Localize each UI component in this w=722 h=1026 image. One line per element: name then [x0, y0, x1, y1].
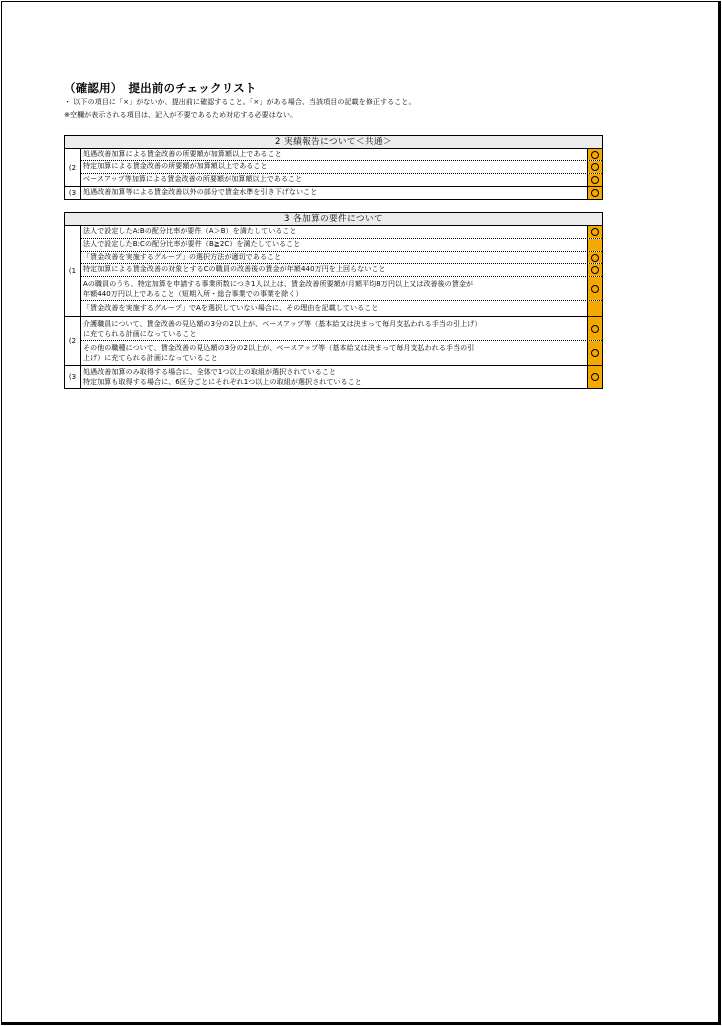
ok-circle-icon — [591, 325, 599, 333]
group-number: (1 — [65, 226, 81, 316]
check-item — [81, 239, 602, 252]
check-item-text: 「賃金改善を実施するグループ」でAを選択していない場合に、その理由を記載していること — [83, 304, 379, 312]
check-group — [65, 149, 602, 187]
check-mark-cell — [587, 187, 602, 199]
ok-circle-icon — [591, 349, 599, 357]
section-heading: 3 各加算の要件について — [65, 213, 602, 226]
instruction-note: ・ 以下の項目に「×」がないか、提出前に確認すること。「×」がある場合、当該項目の記載を修正すること。 — [64, 98, 416, 106]
check-item-text: その他の職種について、賃金改善の見込額の3分の2以上が、ベースアップ等（基本給又は決まって毎月支払われる手当の引 — [83, 344, 475, 352]
check-item — [81, 226, 602, 239]
check-mark-cell-blank — [587, 301, 602, 316]
check-item-text: 法人で設定したA:Bの配分比率が要件（A＞B）を満たしていること — [83, 227, 297, 235]
check-mark-cell — [587, 252, 602, 263]
check-item — [81, 252, 602, 264]
check-item-text: 処遇改善加算による賃金改善の所要額が加算額以上であること — [83, 150, 282, 158]
check-mark-cell — [587, 149, 602, 160]
check-item-text: 特定加算による賃金改善の所要額が加算額以上であること — [83, 162, 268, 170]
check-item-text: 処遇改善加算のみ取得する場合に、全体で1つ以上の取組が選択されていること — [83, 368, 337, 376]
check-item-text: ベースアップ等加算による賃金改善の所要額が加算額以上であること — [83, 175, 303, 183]
section-report-common — [64, 135, 603, 200]
group-number: (3 — [65, 187, 81, 199]
check-mark-cell — [587, 264, 602, 276]
check-item — [81, 341, 602, 365]
check-mark-cell — [587, 161, 602, 173]
check-group — [65, 187, 602, 199]
ok-circle-icon — [591, 266, 599, 274]
check-item — [81, 301, 602, 316]
ok-circle-icon — [591, 373, 599, 381]
ok-circle-icon — [591, 254, 599, 262]
page-title: （確認用） 提出前のチェックリスト — [64, 81, 257, 95]
check-item — [81, 174, 602, 186]
check-group — [65, 366, 602, 388]
check-item-text-cont: に充てられる計画になっていること — [83, 330, 197, 338]
check-item-text: 介護職員について、賃金改善の見込額の3分の2以上が、ベースアップ等（基本給又は決まって毎月支払われる手当の引上げ） — [83, 320, 482, 328]
check-item-text-cont: 年額440万円以上であること（短期入所・総合事業での事業を除く） — [83, 290, 303, 298]
check-item — [81, 264, 602, 277]
ok-circle-icon — [591, 176, 599, 184]
check-item-text: 「賃金改善を実施するグループ」の選択方法が適切であること — [83, 253, 282, 261]
ok-circle-icon — [591, 151, 599, 159]
check-mark-cell — [587, 277, 602, 300]
ok-circle-icon — [591, 189, 599, 197]
check-mark-cell — [587, 226, 602, 238]
ok-circle-icon — [591, 163, 599, 171]
check-item-text: 法人で設定したB:Cの配分比率が要件（B≧2C）を満たしていること — [83, 240, 301, 248]
check-group — [65, 226, 602, 317]
instruction-note-blank: ※空欄が表示される項目は、記入が不要であるため対応する必要はない。 — [64, 111, 298, 119]
section-heading: 2 実績報告について＜共通＞ — [65, 136, 602, 149]
check-item — [81, 149, 602, 161]
check-item — [81, 161, 602, 174]
check-mark-cell — [587, 174, 602, 186]
check-item — [81, 277, 602, 301]
check-group — [65, 317, 602, 366]
group-number: (3 — [65, 366, 81, 388]
check-item-text: 処遇改善加算等による賃金改善以外の部分で賃金水準を引き下げないこと — [83, 188, 318, 196]
ok-circle-icon — [591, 228, 599, 236]
check-item-text: 特定加算による賃金改善の対象とするCの職員の改善後の賃金が年額440万円を上回らないこと — [83, 265, 386, 273]
section-addon-requirements — [64, 212, 603, 389]
group-number: (2 — [65, 317, 81, 365]
check-item — [81, 317, 602, 341]
check-mark-cell — [587, 366, 602, 388]
check-mark-cell-blank — [587, 239, 602, 251]
check-item-text: Aの職員のうち、特定加算を申請する事業所数につき1人以上は、賃金改善所要額が月額平均8万円以上又は改善後の賃金が — [83, 280, 474, 288]
ok-circle-icon — [591, 285, 599, 293]
check-item-text-cont: 特定加算も取得する場合に、6区分ごとにそれぞれ1つ以上の取組が選択されていること — [83, 378, 362, 386]
check-item-text-cont: 上げ）に充てられる計画になっていること — [83, 354, 218, 362]
group-number: (2 — [65, 149, 81, 186]
check-mark-cell — [587, 317, 602, 340]
check-item — [81, 366, 602, 388]
check-mark-cell — [587, 341, 602, 365]
check-item — [81, 187, 602, 199]
